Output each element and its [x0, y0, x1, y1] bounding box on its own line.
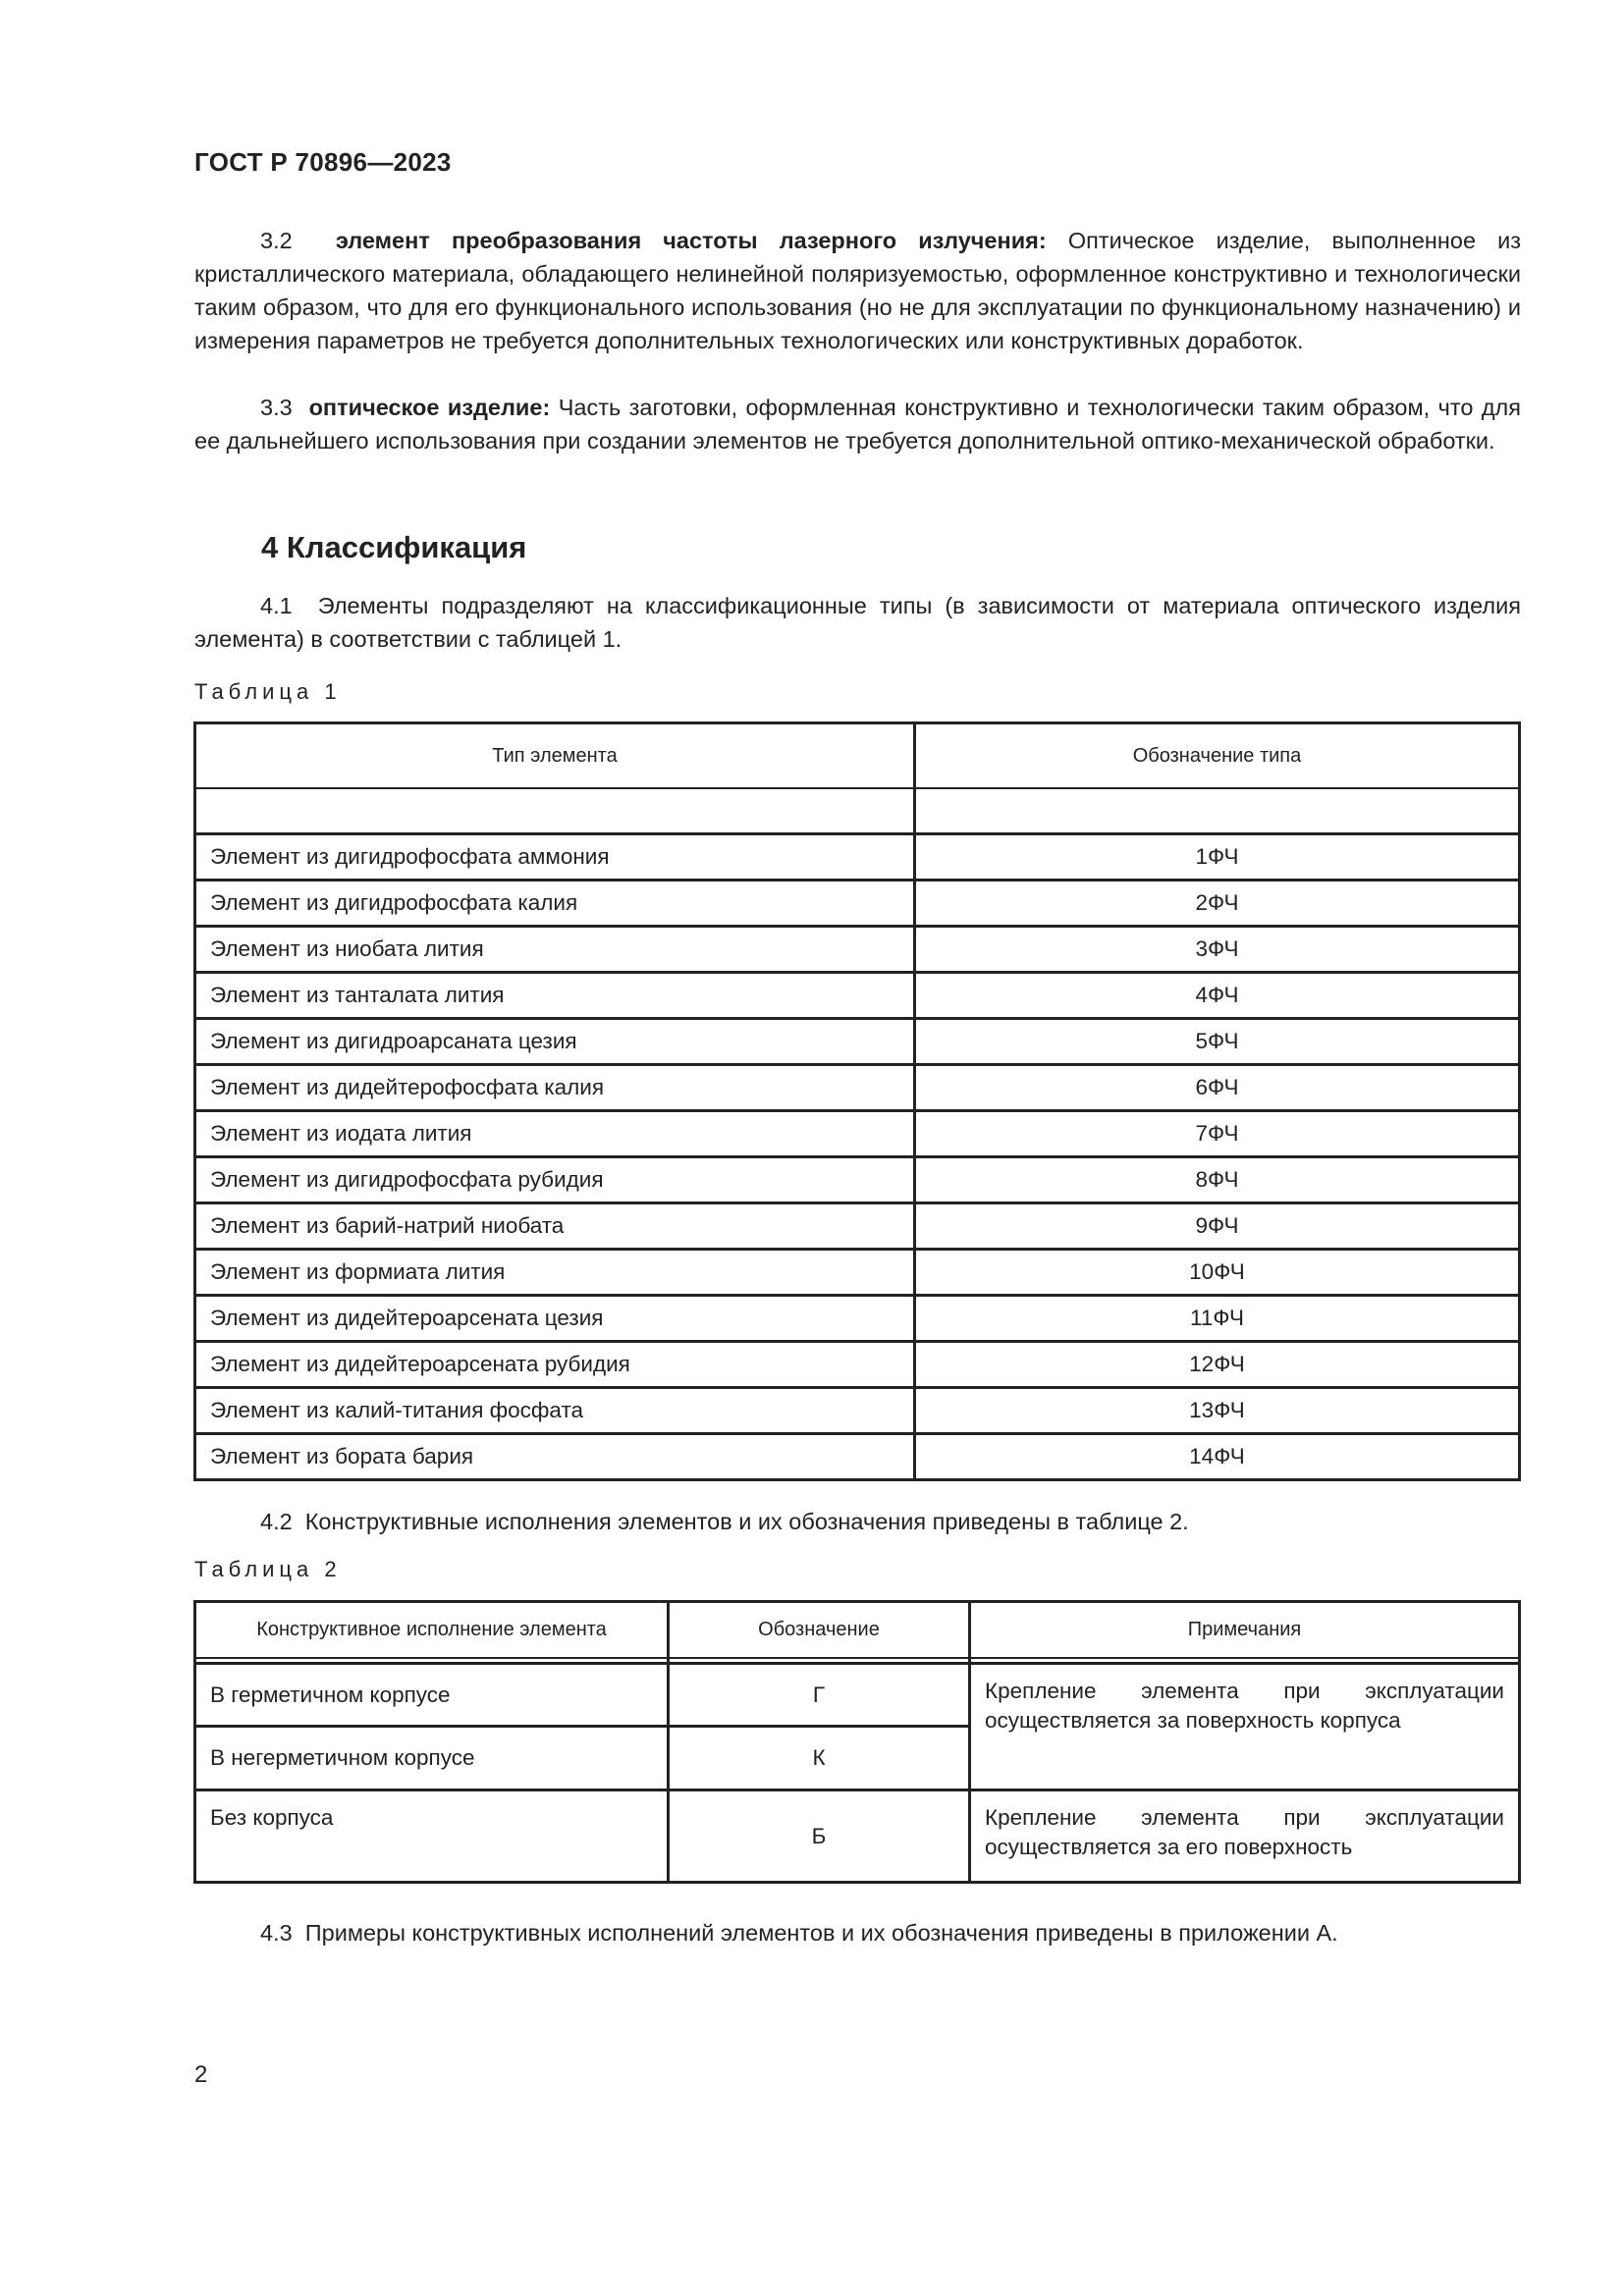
- type-code-cell: 8ФЧ: [915, 1157, 1520, 1203]
- code-cell: Б: [669, 1790, 970, 1883]
- element-type-cell: Элемент из калий-титания фосфата: [195, 1388, 915, 1434]
- element-type-cell: Элемент из барий-натрий ниобата: [195, 1203, 915, 1250]
- type-code-cell: 2ФЧ: [915, 881, 1520, 927]
- table-row: [195, 881, 1520, 927]
- type-code-cell: 10ФЧ: [915, 1250, 1520, 1296]
- element-type-cell: Элемент из танталата лития: [195, 973, 915, 1019]
- table-row: [195, 1388, 1520, 1434]
- paragraph-text: Примеры конструктивных исполнений элементов и их обозначения приведены в приложении А.: [304, 1920, 1338, 1946]
- term: оптическое изделие:: [308, 395, 551, 420]
- column-header: Конструктивное исполнение элемента: [195, 1602, 669, 1659]
- table-2: [193, 1600, 1521, 1884]
- document-id-header: ГОСТ Р 70896—2023: [194, 147, 452, 177]
- note-cell: Крепление элемента при эксплуатации осуществляется за поверхность корпуса: [970, 1664, 1520, 1790]
- table-row: [195, 834, 1520, 881]
- paragraph-4-2: [194, 1505, 1521, 1538]
- table-row: [195, 973, 1520, 1019]
- table2-caption: Таблица 2: [194, 1557, 342, 1581]
- element-type-cell: Элемент из дигидроарсаната цезия: [195, 1019, 915, 1065]
- element-type-cell: Элемент из дидейтероарсената рубидия: [195, 1342, 915, 1388]
- clause-number: 3.3: [260, 395, 293, 420]
- column-header: Обозначение типа: [915, 723, 1520, 789]
- table-row: [195, 1065, 1520, 1111]
- table-header-row: [195, 1602, 1520, 1659]
- paragraph-3-2: [194, 224, 1521, 357]
- table-row: [195, 1111, 1520, 1157]
- type-code-cell: 1ФЧ: [915, 834, 1520, 881]
- definition: Оптическое изделие, выполненное из кристаллического материала, обладающего нелинейной поляризуемостью, оформленное конструктивно и технологически таким образом, что для его функционального использования (но не для эксплуатации по функциональному назначению) и измерения параметров не требуется дополнительных технологических или конструктивных доработок.: [194, 228, 1522, 353]
- element-type-cell: Элемент из дидейтероарсената цезия: [195, 1296, 915, 1342]
- table-row: [195, 1790, 1520, 1883]
- table1-caption: Таблица 1: [194, 679, 342, 704]
- element-type-cell: Элемент из дигидрофосфата рубидия: [195, 1157, 915, 1203]
- design-cell: В негерметичном корпусе: [195, 1727, 669, 1790]
- paragraph-text: Элементы подразделяют на классификационные типы (в зависимости от материала оптического изделия элемента) в соответствии с таблицей 1.: [194, 593, 1521, 652]
- paragraph-3-3: [194, 391, 1521, 457]
- type-code-cell: 7ФЧ: [915, 1111, 1520, 1157]
- column-header: Обозначение: [669, 1602, 970, 1659]
- element-type-cell: Элемент из дигидрофосфата калия: [195, 881, 915, 927]
- type-code-cell: 3ФЧ: [915, 927, 1520, 973]
- type-code-cell: 5ФЧ: [915, 1019, 1520, 1065]
- table-1: [193, 721, 1521, 1481]
- column-header: Тип элемента: [195, 723, 915, 789]
- element-type-cell: Элемент из дидейтерофосфата калия: [195, 1065, 915, 1111]
- clause-number: 4.3: [260, 1920, 293, 1946]
- type-code-cell: 4ФЧ: [915, 973, 1520, 1019]
- section-heading: 4 Классификация: [261, 530, 527, 564]
- element-type-cell: Элемент из иодата лития: [195, 1111, 915, 1157]
- element-type-cell: Элемент из бората бария: [195, 1434, 915, 1480]
- type-code-cell: 13ФЧ: [915, 1388, 1520, 1434]
- table-row: [195, 1342, 1520, 1388]
- table-row: [195, 1019, 1520, 1065]
- paragraph-4-1: [194, 589, 1521, 656]
- note-cell: Крепление элемента при эксплуатации осуществляется за его поверхность: [970, 1790, 1520, 1883]
- table-row: [195, 1203, 1520, 1250]
- column-header: Примечания: [970, 1602, 1520, 1659]
- element-type-cell: Элемент из формиата лития: [195, 1250, 915, 1296]
- table-row: [195, 1157, 1520, 1203]
- element-type-cell: Элемент из ниобата лития: [195, 927, 915, 973]
- type-code-cell: 12ФЧ: [915, 1342, 1520, 1388]
- type-code-cell: 6ФЧ: [915, 1065, 1520, 1111]
- table-row: [195, 927, 1520, 973]
- clause-number: 3.2: [260, 228, 293, 253]
- type-code-cell: 11ФЧ: [915, 1296, 1520, 1342]
- table-row: [195, 1434, 1520, 1480]
- term: элемент преобразования частоты лазерного излучения:: [335, 228, 1047, 253]
- definition: Часть заготовки, оформленная конструктивно и технологически таким образом, что для ее дальнейшего использования при создании элементов не требуется дополнительной оптико-механической обработки.: [194, 395, 1521, 454]
- page-number: 2: [194, 2061, 208, 2088]
- clause-number: 4.1: [260, 593, 293, 618]
- design-cell: Без корпуса: [195, 1790, 669, 1883]
- code-cell: Г: [669, 1664, 970, 1727]
- paragraph-4-3: [194, 1916, 1521, 1949]
- table-row: [195, 1250, 1520, 1296]
- element-type-cell: Элемент из дигидрофосфата аммония: [195, 834, 915, 881]
- table-row: [195, 1296, 1520, 1342]
- type-code-cell: 9ФЧ: [915, 1203, 1520, 1250]
- clause-number: 4.2: [260, 1509, 293, 1534]
- code-cell: К: [669, 1727, 970, 1790]
- table-header-row: [195, 723, 1520, 789]
- paragraph-text: Конструктивные исполнения элементов и их обозначения приведены в таблице 2.: [304, 1509, 1189, 1534]
- table-row: [195, 1664, 1520, 1727]
- design-cell: В герметичном корпусе: [195, 1664, 669, 1727]
- type-code-cell: 14ФЧ: [915, 1434, 1520, 1480]
